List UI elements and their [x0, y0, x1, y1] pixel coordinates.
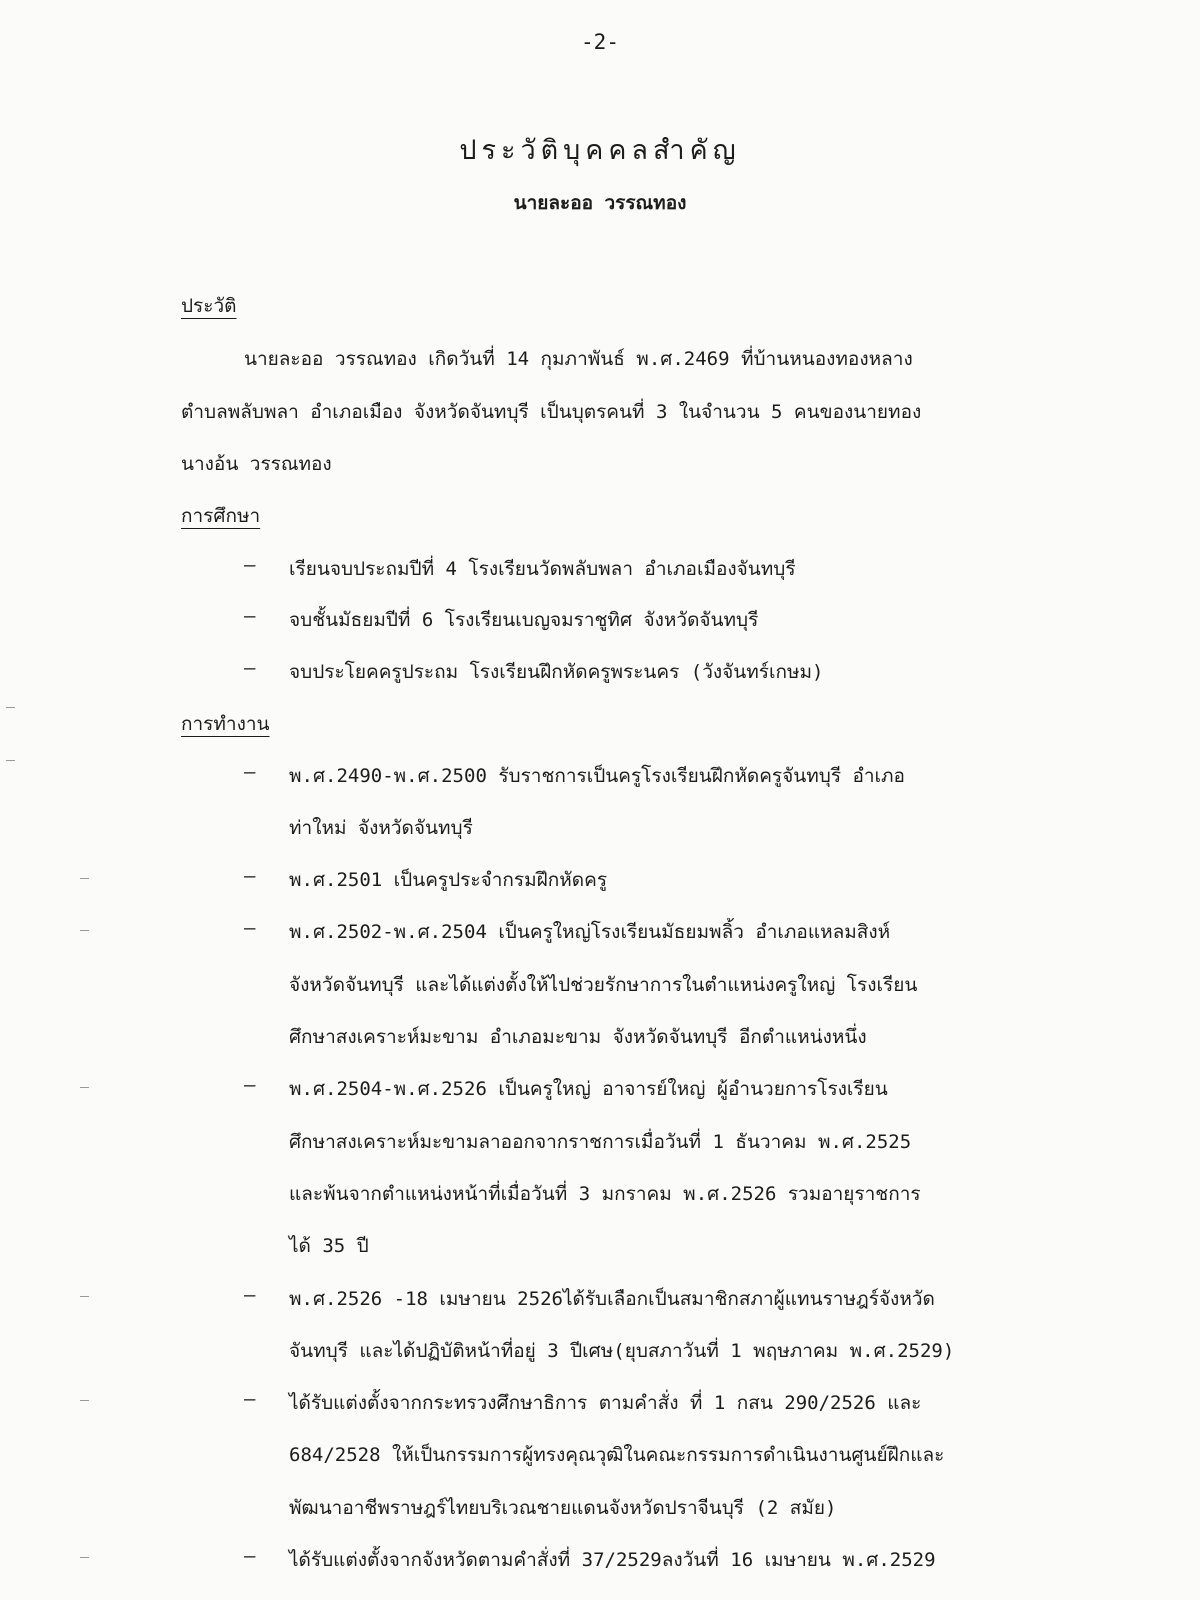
work-item-line: พ.ศ.2502-พ.ศ.2504 เป็นครูใหญ่โรงเรียนมัธยมพลิ้ว อำเภอแหลมสิงห์: [289, 921, 891, 943]
bullet-dash: –: [244, 917, 256, 939]
bullet-dash: –: [244, 1074, 256, 1096]
scan-mark: [80, 1087, 89, 1088]
education-item: จบประโยคครูประถม โรงเรียนฝึกหัดครูพระนคร (วังจันทร์เกษม): [289, 661, 824, 683]
bullet-dash: –: [244, 1388, 256, 1410]
work-item-line: จันทบุรี และได้ปฏิบัติหน้าที่อยู่ 3 ปีเศษ(ยุบสภาวันที่ 1 พฤษภาคม พ.ศ.2529): [289, 1340, 955, 1362]
page-number: -2-: [581, 30, 619, 54]
bullet-dash: –: [244, 1545, 256, 1567]
bullet-dash: –: [244, 657, 256, 679]
scan-mark: [80, 1557, 89, 1558]
work-item-line: และพ้นจากตำแหน่งหน้าที่เมื่อวันที่ 3 มกราคม พ.ศ.2526 รวมอายุราชการ: [289, 1183, 921, 1205]
work-item-line: ศึกษาสงเคราะห์มะขามลาออกจากราชการเมื่อวันที่ 1 ธันวาคม พ.ศ.2525: [289, 1131, 912, 1153]
work-item-line: พ.ศ.2490-พ.ศ.2500 รับราชการเป็นครูโรงเรียนฝึกหัดครูจันทบุรี อำเภอ: [289, 765, 905, 787]
work-item-line: พ.ศ.2526 -18 เมษายน 2526ได้รับเลือกเป็นสมาชิกสภาผู้แทนราษฎร์จังหวัด: [289, 1288, 935, 1310]
scan-mark: [80, 930, 89, 931]
scan-mark: [80, 1296, 89, 1297]
bullet-dash: –: [244, 865, 256, 887]
history-line: ตำบลพลับพลา อำเภอเมือง จังหวัดจันทบุรี เป็นบุตรคนที่ 3 ในจำนวน 5 คนของนายทอง: [181, 401, 922, 423]
work-item-line: ศึกษาสงเคราะห์มะขาม อำเภอมะขาม จังหวัดจันทบุรี อีกตำแหน่งหนึ่ง: [289, 1026, 867, 1048]
work-item-line: พ.ศ.2504-พ.ศ.2526 เป็นครูใหญ่ อาจารย์ใหญ่ ผู้อำนวยการโรงเรียน: [289, 1078, 888, 1100]
work-item-line: ได้ 35 ปี: [289, 1235, 369, 1257]
scan-mark: [80, 878, 89, 879]
work-item-line: ท่าใหม่ จังหวัดจันทบุรี: [289, 817, 473, 839]
work-heading: การทำงาน: [181, 713, 270, 735]
work-item-line: 684/2528 ให้เป็นกรรมการผู้ทรงคุณวุฒิในคณะกรรมการดำเนินงานศูนย์ฝึกและ: [289, 1444, 945, 1466]
document-subtitle: นายละออ วรรณทอง: [513, 192, 687, 214]
scan-mark: [6, 707, 15, 708]
work-item-line: จังหวัดจันทบุรี และได้แต่งตั้งให้ไปช่วยรักษาการในตำแหน่งครูใหญ่ โรงเรียน: [289, 974, 918, 996]
history-line: นางอ้น วรรณทอง: [181, 453, 332, 475]
education-heading: การศึกษา: [181, 505, 261, 527]
work-item-line: ได้รับแต่งตั้งจากกระทรวงศึกษาธิการ ตามคำสั่ง ที่ 1 กสน 290/2526 และ: [289, 1392, 922, 1414]
document-title: ประวัติบุคคลสำคัญ: [459, 135, 741, 166]
bullet-dash: –: [244, 761, 256, 783]
scan-mark: [80, 1400, 89, 1401]
bullet-dash: –: [244, 605, 256, 627]
work-item-line: พ.ศ.2501 เป็นครูประจำกรมฝึกหัดครู: [289, 869, 608, 891]
work-item-line: ได้รับแต่งตั้งจากจังหวัดตามคำสั่งที่ 37/2529ลงวันที่ 16 เมษายน พ.ศ.2529: [289, 1549, 936, 1571]
bullet-dash: –: [244, 1284, 256, 1306]
history-heading: ประวัติ: [181, 295, 237, 317]
history-line: นายละออ วรรณทอง เกิดวันที่ 14 กุมภาพันธ์ พ.ศ.2469 ที่บ้านหนองทองหลาง: [244, 348, 913, 370]
education-item: เรียนจบประถมปีที่ 4 โรงเรียนวัดพลับพลา อำเภอเมืองจันทบุรี: [289, 558, 796, 580]
bullet-dash: –: [244, 554, 256, 576]
education-item: จบชั้นมัธยมปีที่ 6 โรงเรียนเบญจมราชูทิศ จังหวัดจันทบุรี: [289, 609, 759, 631]
scan-mark: [6, 760, 15, 761]
work-item-line: พัฒนาอาชีพราษฎร์ไทยบริเวณชายแดนจังหวัดปราจีนบุรี (2 สมัย): [289, 1497, 837, 1519]
